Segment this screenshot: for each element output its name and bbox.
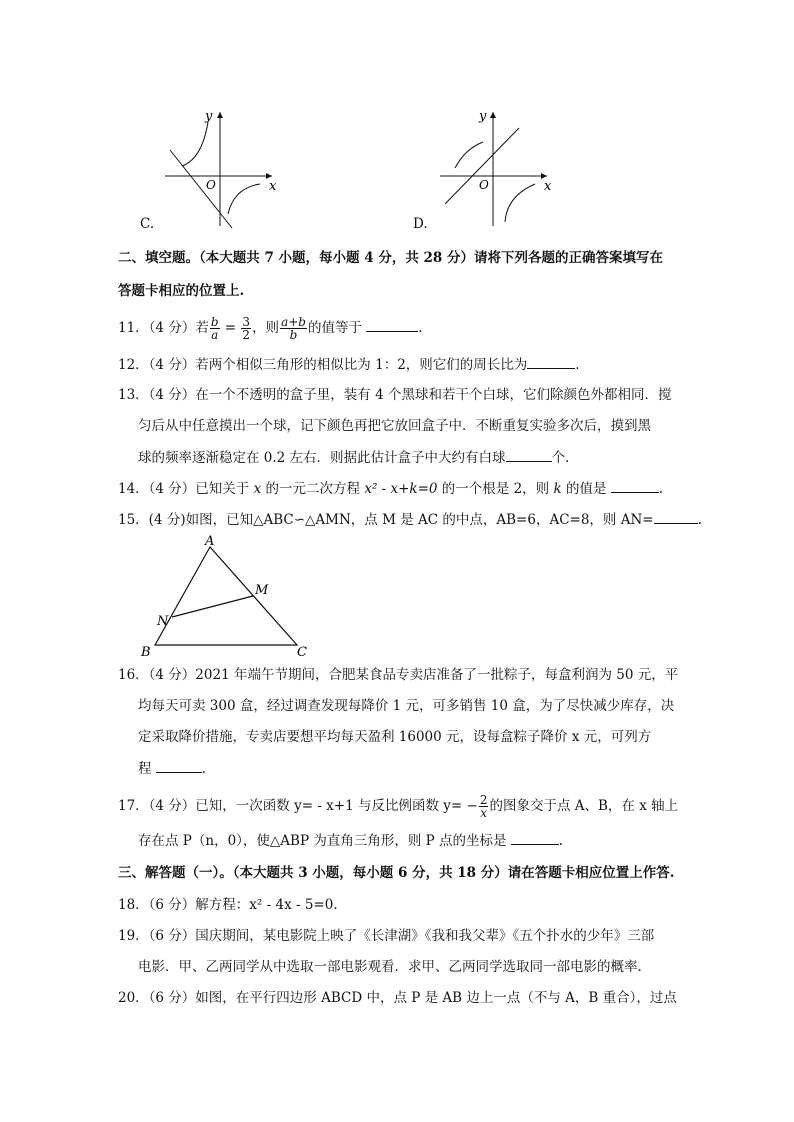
question-12: 12．（4 分）若两个相似三角形的相似比为 1：2，则它们的周长比为 . xyxy=(118,354,580,375)
question-11: 11．（4 分）若 $\frac{b}{a}$ = $\frac{3}{2}$ ，则 $\frac{a+b}{b}$ 的值等于 . xyxy=(118,315,423,342)
graph-c-y-label: y xyxy=(205,109,213,124)
question-18: 18．（6 分）解方程：x² - 4x - 5=0. xyxy=(118,897,338,913)
fraction-b-over-a: $\frac{b}{a}$ xyxy=(210,315,219,342)
graph-c-hyperbola-lower xyxy=(228,184,260,214)
graph-d-label: D. xyxy=(413,216,428,232)
graph-d xyxy=(435,104,560,229)
answer-blank-11[interactable] xyxy=(366,317,418,332)
label-m: M xyxy=(255,583,269,598)
answer-blank-12[interactable] xyxy=(527,354,575,369)
graph-d-x-label: x xyxy=(544,179,552,194)
fraction-2-over-x: $\frac{2}{x}$ xyxy=(479,793,488,820)
question-13-l3: 球的频率逐渐稳定在 0.2 左右．则据此估计盒子中大约有白球 个. xyxy=(138,447,569,468)
question-17-l1: 17．（4 分）已知，一次函数 y= - x+1 与反比例函数 y= − $\frac{2}{x}$ 的图象交于点 A、B，在 x 轴上 xyxy=(118,793,679,820)
fraction-apb-over-b: $\frac{a+b}{b}$ xyxy=(281,315,306,342)
label-n: N xyxy=(157,614,169,629)
graph-d-y-arrow xyxy=(490,112,496,118)
answer-blank-16[interactable] xyxy=(156,758,202,773)
graph-c-hyperbola-upper xyxy=(182,122,208,166)
question-20-l1: 20．（6 分）如图，在平行四边形 ABCD 中，点 P 是 AB 边上一点（不与 A，B 重合），过点 xyxy=(118,990,677,1006)
question-14: 14．（4 分）已知关于 x 的一元二次方程 x² - x+k=0 的一个根是 2，则 k 的值是 . xyxy=(118,478,663,499)
graph-c-x-label: x xyxy=(269,179,277,194)
section2-title-l1: 二、填空题。（本大题共 7 小题，每小题 4 分，共 28 分）请将下列各题的正确答案填写在 xyxy=(118,250,664,266)
graph-c-line xyxy=(170,150,232,228)
graph-d-hyperbola-lower xyxy=(505,184,535,222)
section2-title-l2: 答题卡相应的位置上. xyxy=(118,283,245,299)
label-c: C xyxy=(297,645,307,660)
question-13-l1: 13．（4 分）在一个不透明的盒子里，装有 4 个黑球和若干个白球，它们除颜色外都相同．搅 xyxy=(118,387,672,403)
label-a: A xyxy=(205,535,215,549)
answer-blank-17[interactable] xyxy=(511,830,559,845)
question-16-l3: 定采取降价措施，专卖店要想平均每天盈利 16000 元，设每盒粽子降价 x 元，可列方 xyxy=(138,729,652,745)
question-16-l4: 程 . xyxy=(138,758,206,779)
question-15: 15．(4 分)如图，已知△ABC∽△AMN，点 M 是 AC 的中点，AB=6，AC=8，则 AN= . xyxy=(118,509,702,530)
triangle-figure xyxy=(135,535,320,660)
graph-c-y-arrow xyxy=(217,112,223,118)
answer-blank-13[interactable] xyxy=(506,447,552,462)
graph-d-hyperbola-upper xyxy=(455,142,483,168)
label-b: B xyxy=(141,645,151,660)
fraction-3-over-2: $\frac{3}{2}$ xyxy=(242,315,251,342)
answer-blank-15[interactable] xyxy=(654,509,698,524)
question-17-l2: 存在点 P（n，0），使△ABP 为直角三角形，则 P 点的坐标是 . xyxy=(138,830,563,851)
graph-c xyxy=(160,104,285,229)
graph-d-origin: O xyxy=(479,178,489,192)
segment-mn xyxy=(172,596,253,617)
question-16-l2: 均每天可卖 300 盒，经过调查发现每降价 1 元，可多销售 10 盒，为了尽快减少库存，决 xyxy=(138,698,675,714)
triangle-abc xyxy=(155,547,297,645)
question-13-l2: 匀后从中任意摸出一个球，记下颜色再把它放回盒子中．不断重复实验多次后，摸到黑 xyxy=(138,418,651,434)
question-19-l1: 19．（6 分）国庆期间，某电影院上映了《长津湖》《我和我父辈》《五个扑水的少年》三部 xyxy=(118,928,655,944)
question-16-l1: 16．（4 分）2021 年端午节期间，合肥某食品专卖店准备了一批粽子，每盒利润为 50 元，平 xyxy=(118,667,679,683)
question-19-l2: 电影．甲、乙两同学从中选取一部电影观看．求甲、乙两同学选取同一部电影的概率. xyxy=(138,959,642,975)
graph-c-origin: O xyxy=(206,178,216,192)
graph-d-y-label: y xyxy=(479,109,487,124)
section3-title: 三、解答题（一）。（本大题共 3 小题，每小题 6 分，共 18 分）请在答题卡相应位置上作答. xyxy=(118,865,675,881)
answer-blank-14[interactable] xyxy=(611,478,659,493)
graph-c-label: C. xyxy=(140,216,155,232)
